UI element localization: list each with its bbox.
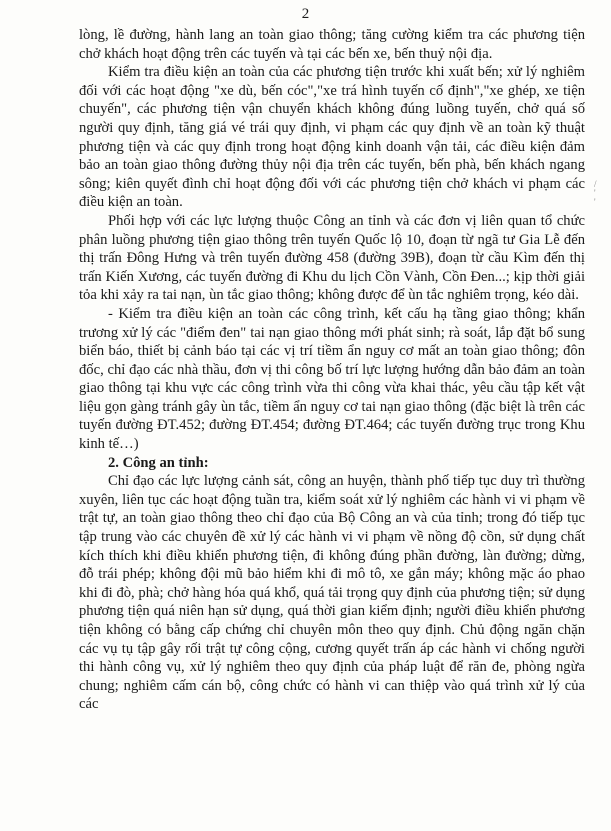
margin-mark-2: '	[594, 188, 596, 198]
page-number: 2	[301, 6, 310, 22]
paragraph-traffic-coordination: Phối hợp với các lực lượng thuộc Công an tỉnh và các đơn vị liên quan tổ chức phân luồng phương tiện giao thông trên tuyến Quốc lộ 10, đoạn từ ngã tư Gia Lễ đến thị trấn Đông Hưng và trên tuyến đường 458 (đường 39B), đoạn từ cầu Kìm đến thị trấn Kiến Xương, các tuyến đường đi Khu du lịch Cồn Vành, Cồn Đen...; kịp thời giải tỏa khi xảy ra tai nạn, ùn tắc giao thông; không được để ùn tắc nghiêm trọng, kéo dài.	[79, 212, 585, 304]
section-heading-police: 2. Công an tỉnh:	[108, 454, 209, 471]
margin-scribble	[594, 180, 597, 207]
paragraph-infrastructure-check: - Kiểm tra điều kiện an toàn các công trình, kết cấu hạ tầng giao thông; khẩn trương xử lý các "điểm đen" tai nạn giao thông mới phát sinh; rà soát, lắp đặt bổ sung biển báo, thiết bị cảnh báo tại các vị trí tiềm ẩn nguy cơ mất an toàn giao thông; đôn đốc, chỉ đạo các nhà thầu, đơn vị thi công bố trí lực lượng hướng dẫn bảo đảm an toàn giao thông tại khu vực các công trình vừa thi công vừa khai thác, yêu cầu tập kết vật liệu gọn gàng tránh gây ùn tắc, tiềm ẩn nguy cơ tai nạn giao thông (đặc biệt là trên các tuyến đường ĐT.452; đường ĐT.454; đường ĐT.464; các tuyến đường trục trong Khu kinh tế…)	[79, 305, 585, 453]
document-body	[79, 26, 585, 714]
paragraph-continuation: lòng, lề đường, hành lang an toàn giao thông; tăng cường kiểm tra các phương tiện chở khách hoạt động trên các tuyến và tại các bến xe, bến thuỷ nội địa.	[79, 27, 585, 62]
margin-mark-3: '	[594, 197, 596, 207]
paragraph-police-directives: Chỉ đạo các lực lượng cảnh sát, công an huyện, thành phố tiếp tục duy trì thường xuyên, liên tục các hoạt động tuần tra, kiểm soát xử lý nghiêm các hành vi vi phạm về trật tự, an toàn giao thông theo chỉ đạo của Bộ Công an và của tỉnh; trong đó tiếp tục tập trung vào các chuyên đề xử lý các hành vi vi phạm về nồng độ cồn, sử dụng chất kích thích khi điều khiển phương tiện, đi không đúng phần đường, làn đường; dừng, đỗ trái phép; không đội mũ bảo hiểm khi đi mô tô, xe gắn máy; không mặc áo phao khi đi đò, phà; chở hàng hóa quá khổ, quá tải trọng quy định của phương tiện; sử dụng phương tiện quá niên hạn sử dụng, quá thời gian kiểm định; người điều khiển phương tiện không có bằng cấp chứng chỉ chuyên môn theo quy định. Chủ động ngăn chặn các vụ tụ tập gây rối trật tự công cộng, cương quyết trấn áp các hành vi chống người thi hành công vụ, xử lý nghiêm theo quy định của pháp luật để răn đe, phòng ngừa chung; nghiêm cấm cán bộ, công chức có hành vi can thiệp vào quá trình xử lý của các	[79, 473, 585, 713]
paragraph-vehicle-inspection: Kiểm tra điều kiện an toàn của các phương tiện trước khi xuất bến; xử lý nghiêm đối với các hoạt động "xe dù, bến cóc","xe trá hình tuyến cố định","xe ghép, xe tiện chuyến", các phương tiện vận chuyển khách không đúng luồng tuyến, chở quá số người quy định, tăng giá vé trái quy định, vi phạm các quy định về an toàn kỹ thuật phương tiện và các quy định trong hoạt động kinh doanh vận tải, các điều kiện đảm bảo an toàn giao thông đường thủy nội địa trên các tuyến, bến phà, bến khách ngang sông; kiên quyết đình chỉ hoạt động đối với các phương tiện chở khách vi phạm các điều kiện an toàn.	[79, 64, 585, 211]
margin-mark-1: /	[594, 179, 597, 189]
